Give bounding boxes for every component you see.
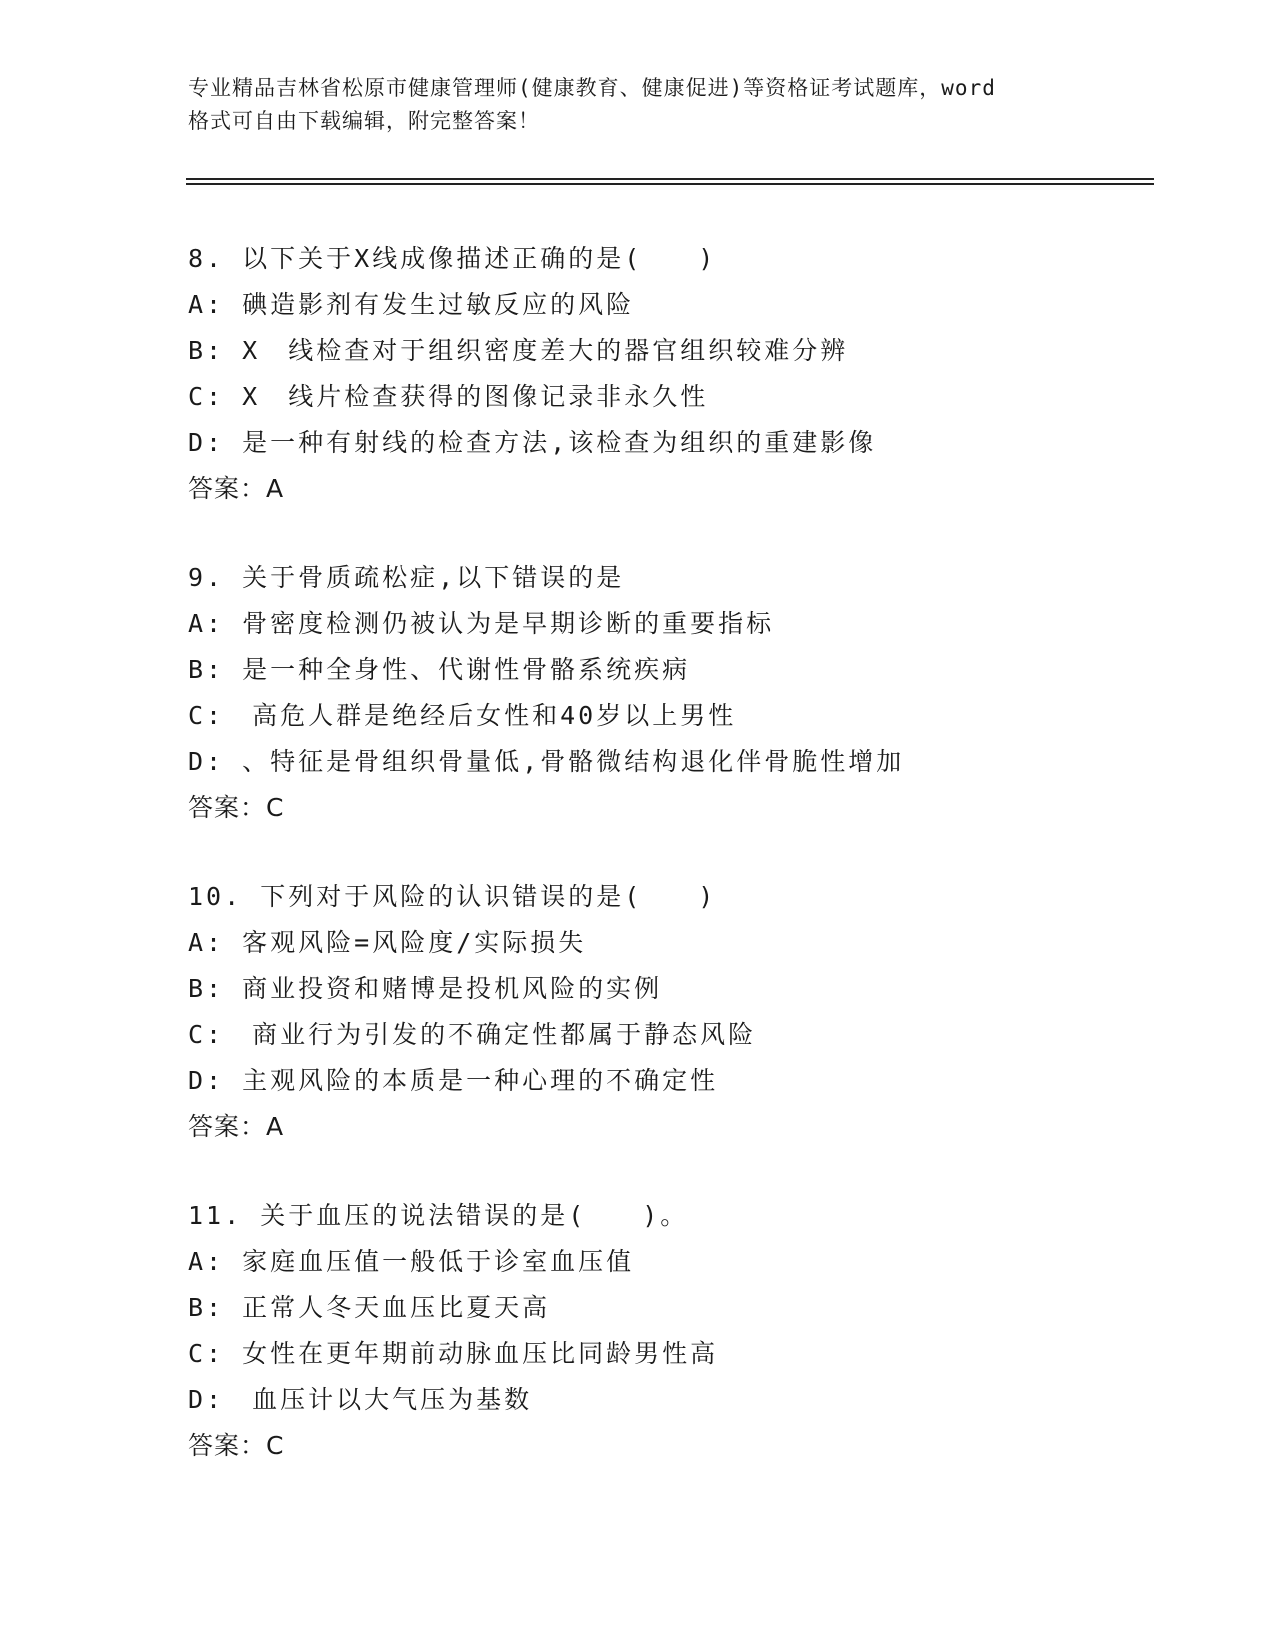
question-list [188, 236, 1148, 1512]
document-header [188, 72, 1088, 138]
option-c: C: 高危人群是绝经后女性和40岁以上男性 [188, 701, 737, 730]
option-c: C: 女性在更年期前动脉血压比同龄男性高 [188, 1339, 719, 1368]
option-b: B: X 线检查对于组织密度差大的器官组织较难分辨 [188, 336, 849, 365]
option-a: A: 碘造影剂有发生过敏反应的风险 [188, 290, 635, 319]
answer-line: 答案：C [188, 793, 285, 822]
answer-line: 答案：A [188, 474, 285, 503]
header-line-1: 专业精品吉林省松原市健康管理师(健康教育、健康促进)等资格证考试题库，word [188, 76, 996, 100]
option-d: D: 是一种有射线的检查方法,该检查为组织的重建影像 [188, 428, 877, 457]
question-item [188, 874, 1148, 1150]
question-stem: 9. 关于骨质疏松症,以下错误的是 [188, 563, 625, 592]
option-a: A: 骨密度检测仍被认为是早期诊断的重要指标 [188, 609, 775, 638]
answer-line: 答案：A [188, 1112, 285, 1141]
option-d: D: 血压计以大气压为基数 [188, 1385, 533, 1414]
option-d: D: 主观风险的本质是一种心理的不确定性 [188, 1066, 719, 1095]
option-a: A: 客观风险=风险度/实际损失 [188, 928, 587, 957]
answer-line: 答案：C [188, 1431, 285, 1460]
option-d: D: 、特征是骨组织骨量低,骨骼微结构退化伴骨脆性增加 [188, 747, 905, 776]
option-b: B: 商业投资和赌博是投机风险的实例 [188, 974, 663, 1003]
header-line-2: 格式可自由下载编辑，附完整答案！ [188, 109, 540, 133]
question-stem: 10. 下列对于风险的认识错误的是( ) [188, 882, 717, 911]
option-b: B: 是一种全身性、代谢性骨骼系统疾病 [188, 655, 691, 684]
question-item [188, 555, 1148, 831]
header-divider-top [186, 178, 1154, 180]
option-c: C: X 线片检查获得的图像记录非永久性 [188, 382, 709, 411]
question-stem: 11. 关于血压的说法错误的是( )。 [188, 1201, 689, 1230]
option-b: B: 正常人冬天血压比夏天高 [188, 1293, 551, 1322]
question-item [188, 236, 1148, 512]
option-c: C: 商业行为引发的不确定性都属于静态风险 [188, 1020, 757, 1049]
question-stem: 8. 以下关于X线成像描述正确的是( ) [188, 244, 717, 273]
header-divider-bottom [186, 183, 1154, 185]
question-item [188, 1193, 1148, 1469]
option-a: A: 家庭血压值一般低于诊室血压值 [188, 1247, 635, 1276]
